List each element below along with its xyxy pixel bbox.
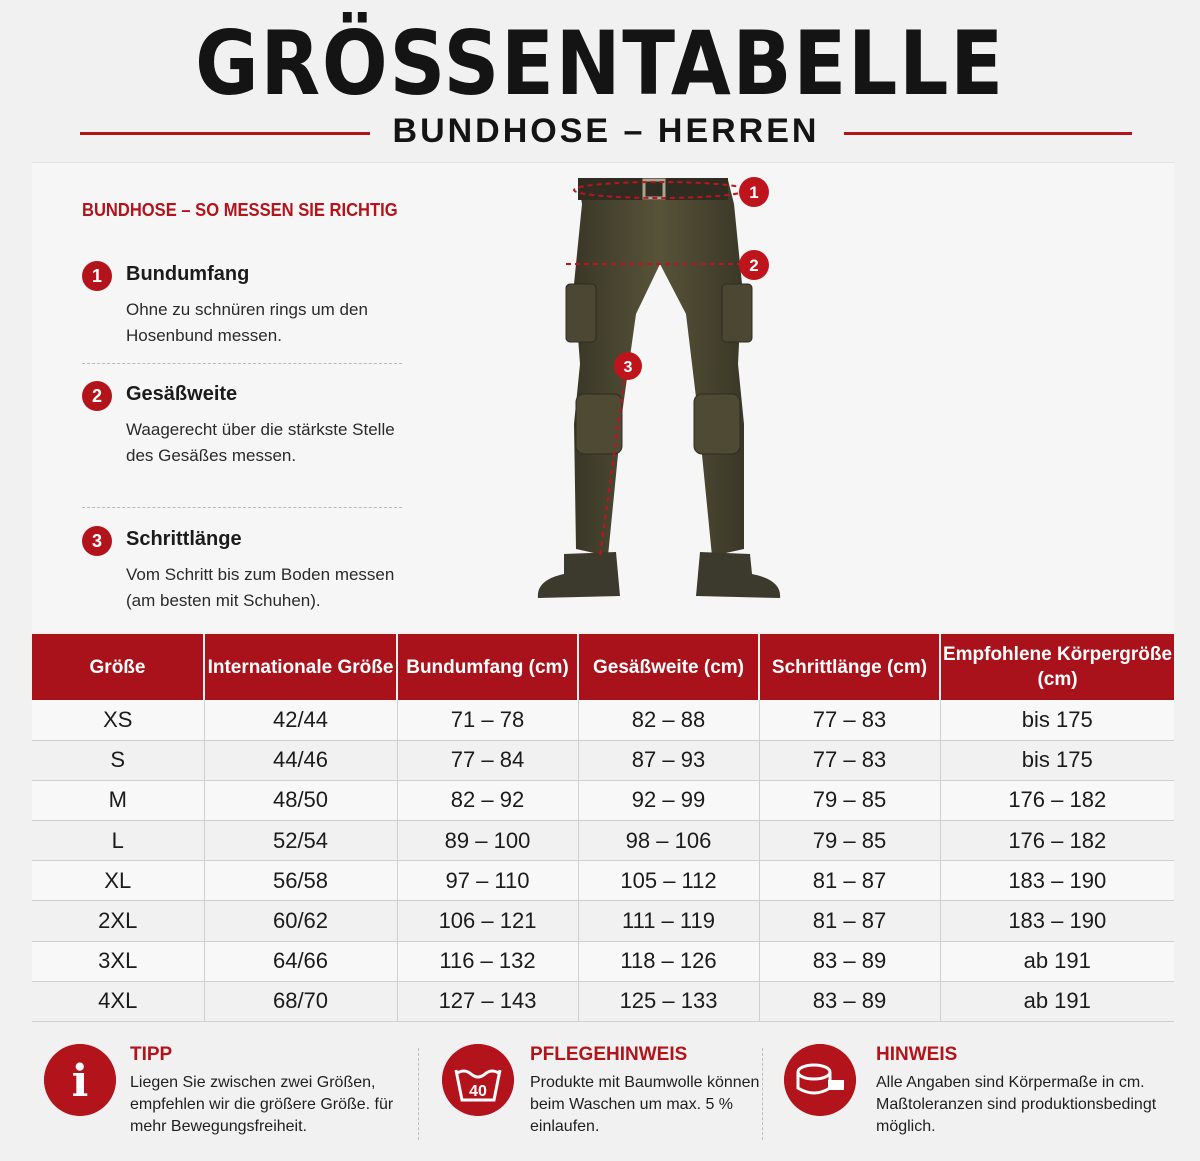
note-title: HINWEIS: [876, 1044, 958, 1065]
cell-size: L: [32, 821, 204, 861]
footer-divider: [418, 1048, 419, 1140]
cell-size: 3XL: [32, 941, 204, 981]
cell-recommended-height: 183 – 190: [940, 861, 1174, 901]
boot-left: [538, 552, 620, 598]
cell-hip: 118 – 126: [578, 941, 759, 981]
marker-3-label: 3: [623, 359, 633, 376]
cell-waist: 116 – 132: [397, 941, 578, 981]
cell-international-size: 56/58: [204, 861, 397, 901]
knee-pad-right: [694, 394, 740, 454]
cell-hip: 105 – 112: [578, 861, 759, 901]
table-row: [32, 901, 1174, 941]
cell-recommended-height: 176 – 182: [940, 821, 1174, 861]
pants-body: [574, 180, 744, 556]
step-name: Bundumfang: [126, 263, 250, 285]
cell-waist: 106 – 121: [397, 901, 578, 941]
header-waist: Bundumfang (cm): [397, 634, 578, 700]
cell-size: M: [32, 780, 204, 820]
cell-hip: 125 – 133: [578, 981, 759, 1021]
cell-international-size: 48/50: [204, 780, 397, 820]
step-number: 3: [82, 526, 112, 556]
cell-waist: 82 – 92: [397, 780, 578, 820]
step-separator: [82, 507, 402, 508]
table-row: [32, 821, 1174, 861]
cell-waist: 77 – 84: [397, 740, 578, 780]
cell-inseam: 81 – 87: [759, 901, 940, 941]
cell-recommended-height: 183 – 190: [940, 901, 1174, 941]
divider-right: [844, 132, 1132, 135]
cell-size: 4XL: [32, 981, 204, 1021]
cell-recommended-height: ab 191: [940, 941, 1174, 981]
page-title: GRÖSSENTABELLE: [195, 12, 1005, 115]
header-inseam: Schrittlänge (cm): [759, 634, 940, 700]
table-row: [32, 780, 1174, 820]
cell-recommended-height: ab 191: [940, 981, 1174, 1021]
tip-text: Liegen Sie zwischen zwei Größen, empfehlen wir die größere Größe. für mehr Bewegungsfreiheit.: [130, 1074, 394, 1135]
cell-hip: 87 – 93: [578, 740, 759, 780]
cargo-pocket-right: [722, 284, 752, 342]
tape-measure-icon: [784, 1044, 856, 1116]
footer-divider: [762, 1048, 763, 1140]
boot-right: [696, 552, 780, 598]
cell-inseam: 83 – 89: [759, 981, 940, 1021]
care-box: [432, 1030, 762, 1150]
cell-size: XL: [32, 861, 204, 901]
marker-1-label: 1: [749, 183, 759, 202]
cell-international-size: 42/44: [204, 700, 397, 740]
cell-size: 2XL: [32, 901, 204, 941]
cell-inseam: 83 – 89: [759, 941, 940, 981]
wash-temperature: 40: [469, 1083, 487, 1100]
cell-hip: 82 – 88: [578, 700, 759, 740]
how-to-title: BUNDHOSE – SO MESSEN SIE RICHTIG: [82, 200, 398, 220]
table-row: [32, 700, 1174, 740]
table-row: [32, 981, 1174, 1021]
tip-box: [32, 1030, 412, 1150]
cell-international-size: 64/66: [204, 941, 397, 981]
cargo-pocket-left: [566, 284, 596, 342]
header-size: Größe: [32, 634, 204, 700]
care-text: Produkte mit Baumwolle können beim Waschen um max. 5 % einlaufen.: [530, 1074, 760, 1135]
step-description: Ohne zu schnüren rings um den Hosenbund messen.: [126, 300, 368, 345]
cell-hip: 98 – 106: [578, 821, 759, 861]
cell-international-size: 68/70: [204, 981, 397, 1021]
page-subtitle: BUNDHOSE – HERREN: [392, 112, 820, 150]
cell-inseam: 79 – 85: [759, 821, 940, 861]
wash-40-icon: [442, 1044, 514, 1116]
cell-international-size: 60/62: [204, 901, 397, 941]
header-international-size: Internationale Größe: [204, 634, 397, 700]
cell-waist: 71 – 78: [397, 700, 578, 740]
cell-size: XS: [32, 700, 204, 740]
cell-recommended-height: bis 175: [940, 700, 1174, 740]
cell-waist: 97 – 110: [397, 861, 578, 901]
step-separator: [82, 363, 402, 364]
tip-title: TIPP: [130, 1044, 173, 1065]
pants-illustration: [520, 164, 800, 612]
note-box: [776, 1030, 1174, 1150]
step-hip: [82, 381, 412, 491]
cell-waist: 89 – 100: [397, 821, 578, 861]
info-icon: [44, 1044, 116, 1116]
size-table: [32, 634, 1174, 1022]
step-number: 1: [82, 261, 112, 291]
step-name: Gesäßweite: [126, 383, 238, 405]
header-hip: Gesäßweite (cm): [578, 634, 759, 700]
cell-inseam: 81 – 87: [759, 861, 940, 901]
cell-size: S: [32, 740, 204, 780]
table-header-row: [32, 634, 1174, 700]
cell-hip: 111 – 119: [578, 901, 759, 941]
care-title: PFLEGEHINWEIS: [530, 1044, 688, 1065]
cell-hip: 92 – 99: [578, 780, 759, 820]
note-text: Alle Angaben sind Körpermaße in cm. Maßtoleranzen sind produktionsbedingt möglich.: [876, 1074, 1157, 1135]
cell-inseam: 79 – 85: [759, 780, 940, 820]
step-waist: [82, 261, 412, 351]
cell-waist: 127 – 143: [397, 981, 578, 1021]
step-name: Schrittlänge: [126, 528, 242, 550]
table-row: [32, 941, 1174, 981]
step-number: 2: [82, 381, 112, 411]
header-recommended-height: Empfohlene Körpergröße (cm): [940, 634, 1174, 700]
cell-international-size: 52/54: [204, 821, 397, 861]
cell-international-size: 44/46: [204, 740, 397, 780]
cell-inseam: 77 – 83: [759, 740, 940, 780]
step-inseam: [82, 526, 412, 616]
cell-recommended-height: 176 – 182: [940, 780, 1174, 820]
footer: [32, 1030, 1174, 1155]
cell-inseam: 77 – 83: [759, 700, 940, 740]
subtitle-row: [80, 112, 1132, 156]
table-row: [32, 740, 1174, 780]
table-row: [32, 861, 1174, 901]
marker-2-label: 2: [749, 256, 759, 275]
step-description: Waagerecht über die stärkste Stelle des Gesäßes messen.: [126, 420, 395, 465]
info-icon-glyph: i: [71, 1056, 89, 1107]
cell-recommended-height: bis 175: [940, 740, 1174, 780]
step-description: Vom Schritt bis zum Boden messen (am besten mit Schuhen).: [126, 565, 395, 610]
